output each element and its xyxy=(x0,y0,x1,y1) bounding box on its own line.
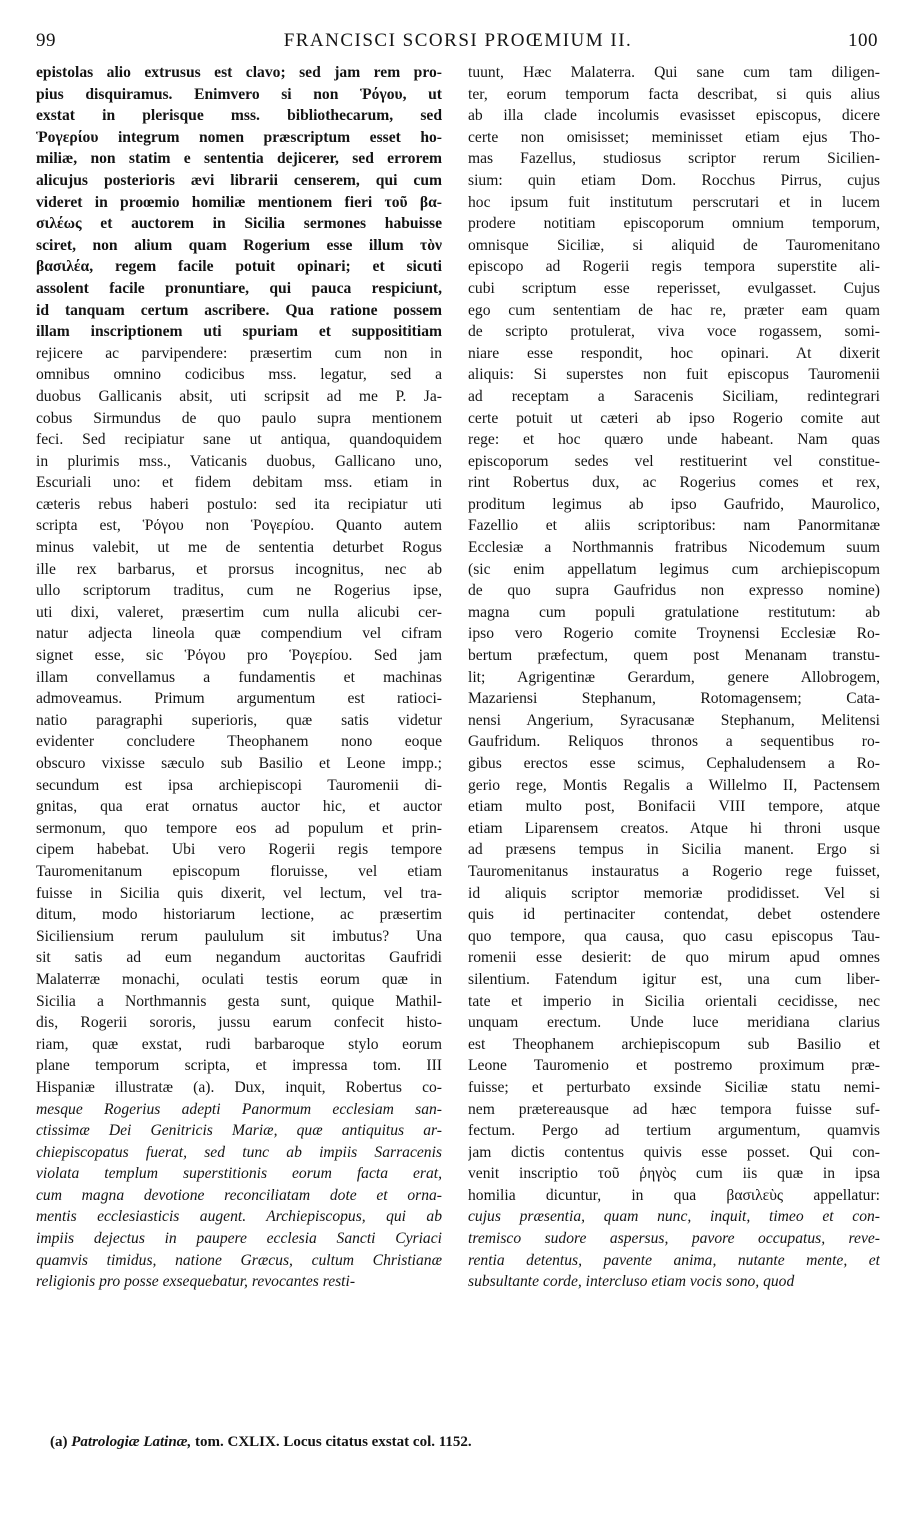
text-line: homilia dicuntur, in qua βασιλεὺς appellatur: xyxy=(468,1186,880,1204)
text-line: riam, quæ exstat, rudi barbaroque stylo eorum xyxy=(36,1035,442,1053)
footnote-source: Patrologiæ Latinæ, xyxy=(71,1434,192,1450)
text-line: fuisse in Sicilia quis dixerit, vel lectum, vel tra- xyxy=(36,884,442,902)
text-line: Tauromenitanus instauratus a Rogerio rege fuisset, xyxy=(468,862,880,880)
text-line: scripta est, Ῥόγου non Ῥογερίου. Quanto autem xyxy=(36,517,442,535)
left-text-column xyxy=(36,62,442,1293)
text-line: fectum. Pergo ad tertium argumentum, quamvis xyxy=(468,1122,880,1140)
text-line: ille rex barbarus, et prorsus incognitus, nec ab xyxy=(36,560,442,578)
text-line: mesque Rogerius adepti Panormum ecclesiam san- xyxy=(36,1100,442,1118)
running-title: FRANCISCI SCORSI PROŒMIUM II. xyxy=(283,30,633,51)
text-line: fuisse; et perturbato exsinde Siciliæ statu nemi- xyxy=(468,1078,880,1096)
text-line: magna cum populi gratulatione restitutum: ab xyxy=(468,603,880,621)
text-line: hoc ipsum fuit institutum perscrutari et in lucem xyxy=(468,193,880,211)
text-line: mentis ecclesiasticis augent. Archiepiscopus, qui ab xyxy=(36,1208,442,1226)
text-line: nem prætereausque ad hæc tempora fuisse suf- xyxy=(468,1100,880,1118)
text-line: rentia detentus, pavente anima, nutante mente, et xyxy=(468,1251,880,1269)
text-line: natur adjecta lineola quæ compendium vel cifram xyxy=(36,625,442,643)
text-line: evidenter concludere Theophanem nono eoque xyxy=(36,733,442,751)
text-line: omnibus omnino codicibus mss. legatur, sed a xyxy=(36,366,442,384)
text-line: natio paragraphi superioris, quæ satis videtur xyxy=(36,711,442,729)
text-line: certe non omisisset; meminisset etiam ejus Tho- xyxy=(468,128,880,146)
text-line: est Theophanem archiepiscopum sub Basilio et xyxy=(468,1035,880,1053)
text-line: miliæ, non statim e sententia dejicerer, sed errorem xyxy=(36,150,442,168)
text-line: nensi Angerium, Syracusanæ Stephanum, Melitensi xyxy=(468,711,880,729)
text-line: ter, eorum temporum facta describat, si quis alius xyxy=(468,85,880,103)
text-line: dis, Rogerii sororis, jussu earum confecit histo- xyxy=(36,1014,442,1032)
text-line: id aliquis scriptor memoriæ prodidisset. Vel si xyxy=(468,884,880,902)
text-line: Gaufridum. Reliquos thronos a sequentibus ro- xyxy=(468,733,880,751)
text-line: de quo supra Gaufridus non expresso nomine) xyxy=(468,582,880,600)
text-line: rege: et hoc quæro unde habeant. Nam quas xyxy=(468,431,880,449)
text-line: lit; Agrigentinæ Gerardum, genere Allobrogem, xyxy=(468,668,880,686)
text-line: cobus Sirmundus de quo paulo supra mentionem xyxy=(36,409,442,427)
text-line: in plurimis mss., Vaticanis duobus, Gallicano uno, xyxy=(36,452,442,470)
text-line: cipem habebat. Ubi vero Rogerii regis tempore xyxy=(36,841,442,859)
text-line: sciret, non alium quam Rogerium esse illum τὸν xyxy=(36,236,442,254)
text-line: cujus præsentia, quam nunc, inquit, timeo et con- xyxy=(468,1208,880,1226)
text-line: chiepiscopatus fuerat, sed tunc ab impiis Sarracenis xyxy=(36,1143,442,1161)
text-line: signet esse, sic Ῥόγου pro Ῥογερίου. Sed jam xyxy=(36,647,442,665)
text-line: exstat in plerisque mss. bibliothecarum, sed xyxy=(36,107,442,125)
text-line: cubi scriptum esse reperisset, evulgasset. Cujus xyxy=(468,279,880,297)
text-line: episcoporum sedes vel restituerint vel constitue- xyxy=(468,452,880,470)
text-line: etiam Liparensem creatos. Atque hi throni usque xyxy=(468,819,880,837)
text-line: duobus Gallicanis absit, uti scripsit ad me P. Ja- xyxy=(36,387,442,405)
text-line: gnitas, qua erat ornatus auctor hic, et auctor xyxy=(36,798,442,816)
text-line: silentium. Fatendum igitur est, una cum liber- xyxy=(468,970,880,988)
text-line: Mazariensi Stephanum, Rotomagensem; Cata- xyxy=(468,690,880,708)
text-line: sit satis ad eum negandum auctoritas Gaufridi xyxy=(36,949,442,967)
text-line: illam inscriptionem uti spuriam et supposititiam xyxy=(36,323,442,341)
text-line: niare esse respondit, hoc opinari. At dixerit xyxy=(468,344,880,362)
footnote xyxy=(50,1434,472,1451)
footnote-marker: (a) xyxy=(50,1434,68,1450)
text-line: ad præsens tempus in Sicilia manent. Ergo si xyxy=(468,841,880,859)
text-line: Escuriali uno: et fidem debitam mss. etiam in xyxy=(36,474,442,492)
text-line: Siciliensium rerum paululum sit imbutus? Una xyxy=(36,927,442,945)
text-line: ditum, modo historiarum lectione, ac præsertim xyxy=(36,906,442,924)
text-line: quamvis timidus, natione Græcus, cultum Christianæ xyxy=(36,1251,442,1269)
text-line: admoveamus. Primum argumentum est ratioci- xyxy=(36,690,442,708)
text-line: plane temporum scripta, et impressa tom. III xyxy=(36,1057,442,1075)
text-line: rejicere ac parvipendere: præsertim cum non in xyxy=(36,344,442,362)
text-line: aliquis: Si superstes non fuit episcopus Tauromenii xyxy=(468,366,880,384)
text-line: bertum præfectum, quem post Menanam transtu- xyxy=(468,647,880,665)
text-line: (sic enim appellatum legimus cum archiepiscopum xyxy=(468,560,880,578)
text-line: Ecclesiæ a Northmannis fratribus Nicodemum suum xyxy=(468,539,880,557)
footnote-citation: tom. CXLIX. Locus citatus exstat col. 1152. xyxy=(195,1434,472,1450)
text-line: epistolas alio extrusus est clavo; sed jam rem pro- xyxy=(36,64,442,81)
text-line: etiam multo post, Bonifacii VIII tempore, atque xyxy=(468,798,880,816)
text-line: quis id pertinaciter contendat, debet ostendere xyxy=(468,906,880,924)
text-line: Tauromenitanum episcopum floruisse, vel etiam xyxy=(36,862,442,880)
text-line: ullo scriptorum traditus, cum ne Rogerius ipse, xyxy=(36,582,442,600)
text-line: assolent facile pronuntiare, qui pauca respiciunt, xyxy=(36,279,442,297)
text-line: minus valebit, ut me de sententia deturbet Rogus xyxy=(36,539,442,557)
text-line: alicujus posterioris ævi librarii censerem, qui cum xyxy=(36,171,442,189)
text-line: pius disquiramus. Enimvero si non Ῥόγου, ut xyxy=(36,85,442,103)
text-line: secundum est ipsa archiepiscopi Tauromenii di- xyxy=(36,776,442,794)
text-line: id tanquam certum ascribere. Qua ratione possem xyxy=(36,301,442,319)
text-line: sermonum, quo tempore eos ad populum et prin- xyxy=(36,819,442,837)
text-line: religionis pro posse exsequebatur, revocantes resti- xyxy=(36,1273,356,1291)
text-line: uti dixi, valeret, præsertim cum nulla alicubi cer- xyxy=(36,603,442,621)
text-line: violata templum superstitionis eorum facta erat, xyxy=(36,1165,442,1183)
text-line: ego cum sententiam de hac re, præter eam quam xyxy=(468,301,880,319)
text-line: venit inscriptio τοῦ ῥηγὸς cum iis quæ in ipsa xyxy=(468,1165,880,1183)
text-line: Hispaniæ illustratæ (a). Dux, inquit, Robertus co- xyxy=(36,1078,442,1096)
text-line: feci. Sed recipiatur sane ut antiqua, quandoquidem xyxy=(36,431,442,449)
text-line: unquam erectum. Unde luce meridiana clarius xyxy=(468,1014,880,1032)
text-line: impiis dejectus in paupere ecclesia Sancti Cyriaci xyxy=(36,1230,442,1248)
text-line: sium: quin etiam Dom. Rocchus Pirrus, cujus xyxy=(468,171,880,189)
text-line: rint Robertus dux, ac Rogerius comes et rex, xyxy=(468,474,880,492)
text-line: proditum legimus ab ipso Gaufrido, Maurolico, xyxy=(468,495,880,513)
text-line: subsultante corde, intercluso etiam vocis sono, quod xyxy=(468,1273,795,1291)
text-line: cum magna devotione reconciliatam dote et orna- xyxy=(36,1186,442,1204)
text-line: ab illa clade incolumis evasisset episcopus, dicere xyxy=(468,107,880,125)
text-line: βασιλέα, regem facile potuit opinari; et sicuti xyxy=(36,258,442,276)
text-line: cæteris rebus haberi postulo: sed ita recipiatur uti xyxy=(36,495,442,513)
text-line: gibus erectos esse scimus, Cephaludensem a Ro- xyxy=(468,755,880,772)
text-line: obscuro vixisse sæculo sub Basilio et Leone impp.; xyxy=(36,755,442,772)
text-line: Malaterræ monachi, oculati testis eorum quæ in xyxy=(36,970,442,988)
text-line: ad receptam a Saracenis Siciliam, redintegrari xyxy=(468,387,880,405)
text-line: videret in proœmio homiliæ mentionem fieri τοῦ βα- xyxy=(36,193,442,211)
text-line: ipso vero Rogerio comite Troynensi Ecclesiæ Ro- xyxy=(468,625,880,643)
text-line: illam convellamus a fundamentis et machinas xyxy=(36,668,442,686)
text-line: Ῥογερίου integrum nomen præscriptum esset ho- xyxy=(36,128,442,146)
text-line: tate et imperio in Sicilia orientali cecidisse, nec xyxy=(468,992,880,1010)
text-line: prodere notitiam episcoporum omnium temporum, xyxy=(468,215,880,233)
text-line: certe potuit ut cæteri ab ipso Rogerio comite aut xyxy=(468,409,880,427)
text-line: quo tempore, qua causa, quo casu episcopus Tau- xyxy=(468,927,880,945)
page-number-right: 100 xyxy=(848,30,878,51)
page-number-left: 99 xyxy=(36,30,56,51)
text-line: jam dictis contentus quivis esse posset. Qui con- xyxy=(468,1143,880,1161)
text-line: omnisque Siciliæ, si aliquid de Tauromenitano xyxy=(468,236,880,254)
text-line: tuunt, Hæc Malaterra. Qui sane cum tam diligen- xyxy=(468,64,880,81)
text-line: Leone Tauromenio et postremo proximum præ- xyxy=(468,1057,880,1075)
right-text-column xyxy=(468,62,880,1293)
text-line: mas Fazellus, studiosus scriptor rerum Sicilien- xyxy=(468,150,880,168)
text-line: romenii esse desierit: de quo mirum apud omnes xyxy=(468,949,880,967)
text-line: de scripto protulerat, viva voce rogassem, somi- xyxy=(468,323,880,341)
text-line: episcopo ad Rogerii regis tempora superstite ali- xyxy=(468,258,880,276)
text-line: Fazellio et aliis scriptoribus: nam Panormitanæ xyxy=(468,517,880,535)
text-line: Sicilia a Northmannis gesta sunt, quique Mathil- xyxy=(36,992,442,1010)
text-line: ctissimæ Dei Genitricis Mariæ, quæ antiquitus ar- xyxy=(36,1122,442,1140)
text-line: tremisco sudore aspersus, pavore occupatus, reve- xyxy=(468,1230,880,1248)
text-line: gerio rege, Montis Regalis a Willelmo II, Pactensem xyxy=(468,776,880,794)
text-line: σιλέως et auctorem in Sicilia sermones habuisse xyxy=(36,215,442,233)
